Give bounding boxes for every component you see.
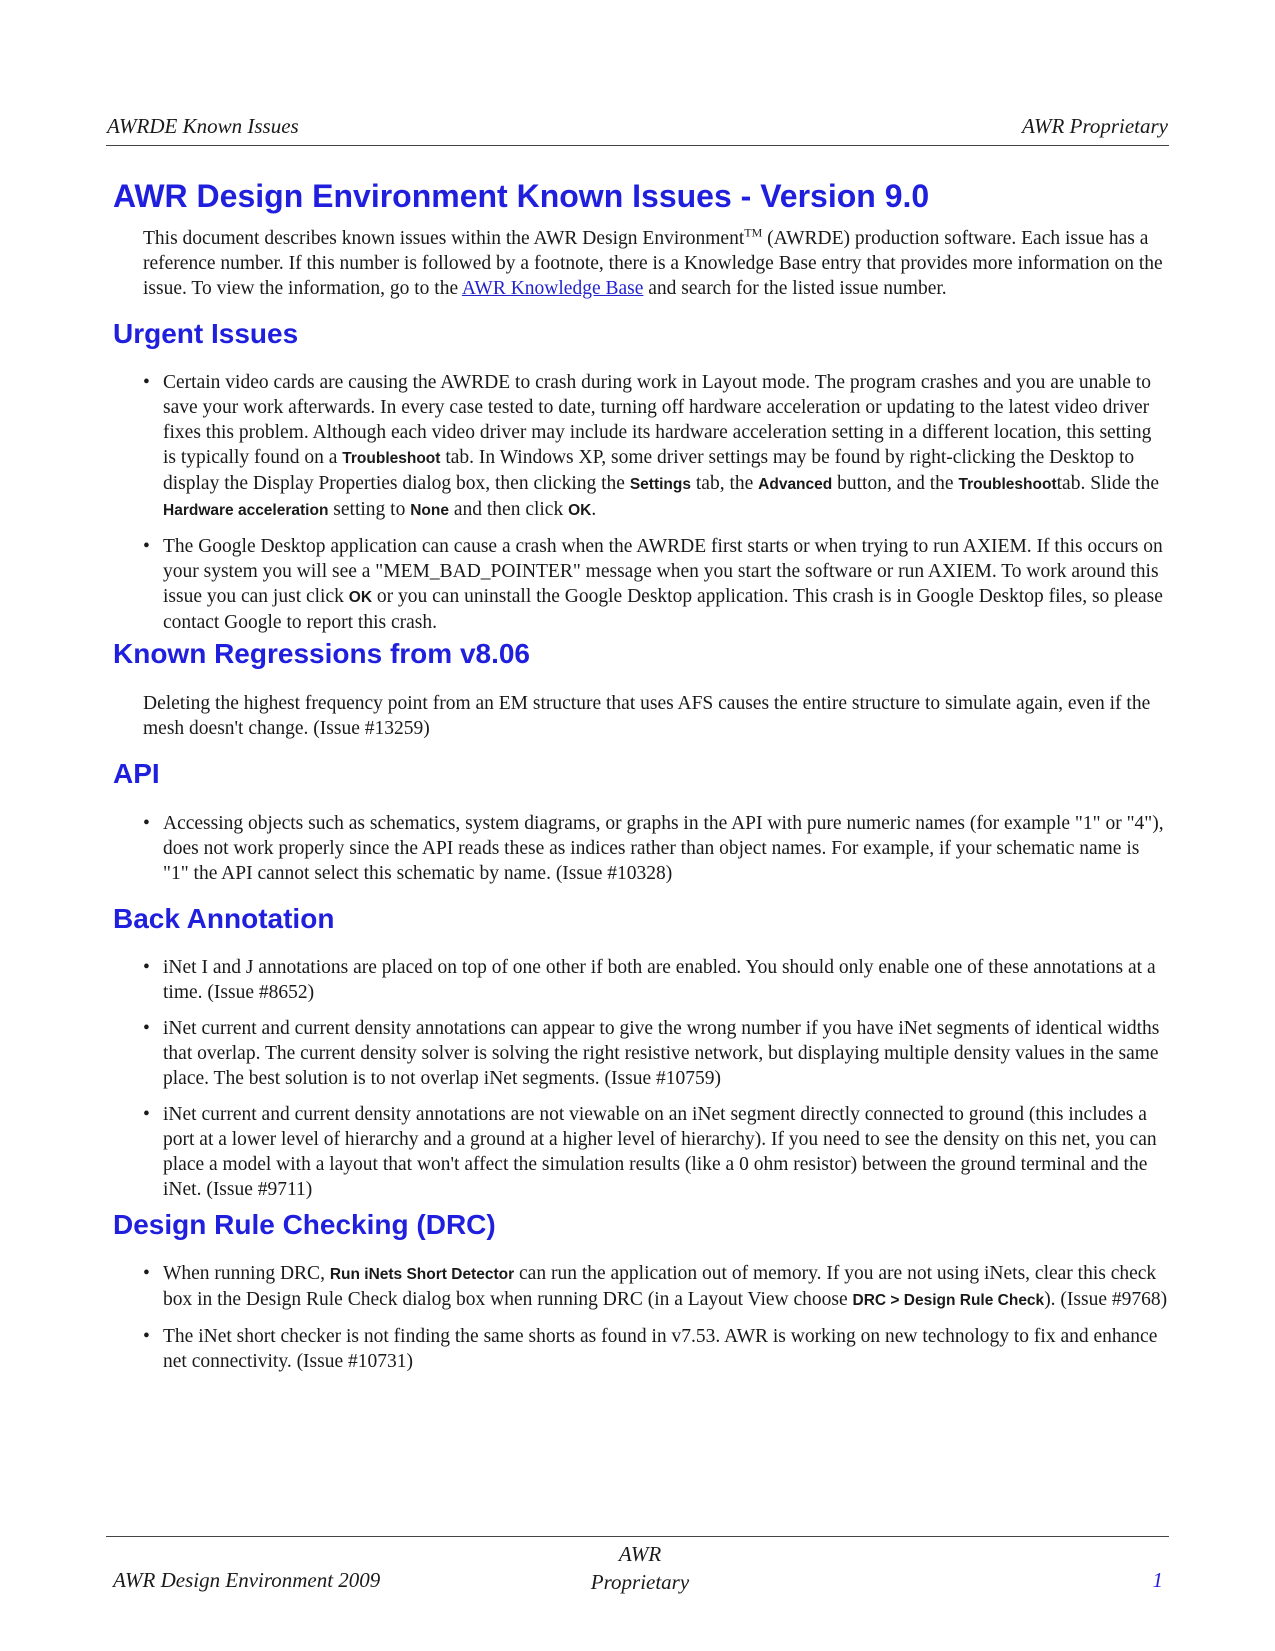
running-header [107,113,1168,139]
section-heading-back-annotation: Back Annotation [113,903,335,934]
urgent-issues-list [143,370,1168,646]
footer-rule [106,1536,1169,1537]
back-annotation-list [143,955,1168,1213]
section-heading-urgent: Urgent Issues [113,318,299,349]
intro-paragraph: This document describes known issues within the AWR Design Environment™ (AWRDE) production software. Each issue has a reference number. If this number is followed by a footnote, there is a Knowledge Base entry that provides more information on the issue. To view the information, go to the AWR Knowledge Base and search for the listed issue number. [143,225,1163,299]
list-item: • When running DRC, Run iNets Short Detector can run the application out of memory. If you are not using iNets, clear this check box in the Design Rule Check dialog box when running DRC (in a Layout View choose DRC > Design Rule Check). (Issue #9768) [143,1261,1168,1313]
api-issues-list [143,811,1168,897]
regressions-paragraph: Deleting the highest frequency point from an EM structure that uses AFS causes the entire structure to simulate again, even if the mesh doesn't change. (Issue #13259) [143,693,1151,739]
list-item: • iNet I and J annotations are placed on top of one other if both are enabled. You should only enable one of these annotations at a time. (Issue #8652) [143,955,1168,1005]
footer-left: AWR Design Environment 2009 [113,1568,381,1592]
list-item: • The iNet short checker is not finding the same shorts as found in v7.53. AWR is working on new technology to fix and enhance net connectivity. (Issue #10731) [143,1324,1168,1374]
page-number: 1 [1152,1568,1163,1592]
list-item: • Accessing objects such as schematics, system diagrams, or graphs in the API with pure numeric names (for example "1" or "4"), does not work properly since the API reads these as indices rather than object names. For example, if your schematic name is "1" the API cannot select this schematic by name. (Issue #10328) [143,811,1168,886]
page-title: AWR Design Environment Known Issues - Version 9.0 [113,178,930,214]
header-left: AWRDE Known Issues [107,114,299,138]
header-rule [106,145,1169,146]
section-heading-regressions: Known Regressions from v8.06 [113,638,531,669]
list-item: • The Google Desktop application can cause a crash when the AWRDE first starts or when trying to run AXIEM. If this occurs on your system you will see a "MEM_BAD_POINTER" message when you start the software or run AXIEM. To work around this issue you can just click OK or you can uninstall the Google Desktop application. This crash is in Google Desktop files, so please contact Google to report this crash. [143,534,1168,635]
list-item: • iNet current and current density annotations are not viewable on an iNet segment directly connected to ground (this includes a port at a lower level of hierarchy and a ground at a higher level of hierarchy). If you need to see the density on this net, you can place a model with a layout that won't affect the simulation results (like a 0 ohm resistor) between the ground terminal and the iNet. (Issue #9711) [143,1102,1168,1202]
list-item: • Certain video cards are causing the AWRDE to crash during work in Layout mode. The program crashes and you are unable to save your work afterwards. In every case tested to date, turning off hardware acceleration or updating to the latest video driver fixes this problem. Although each video driver may include its hardware acceleration setting in a different location, this setting is typically found on a Troubleshoot tab. In Windows XP, some driver settings may be found by right-clicking the Desktop to display the Display Properties dialog box, then clicking the Settings tab, the Advanced button, and the Troubleshoottab. Slide the Hardware acceleration setting to None and then click OK. [143,370,1168,523]
drc-issues-list [143,1261,1168,1385]
knowledge-base-link[interactable]: AWR Knowledge Base [461,278,644,299]
footer-center: AWR Proprietary [590,1542,690,1594]
section-heading-drc: Design Rule Checking (DRC) [113,1209,496,1240]
section-heading-api: API [113,758,160,789]
list-item: • iNet current and current density annotations can appear to give the wrong number if you have iNet segments of identical widths that overlap. The current density solver is solving the right resistive network, but displaying multiple density values in the same place. The best solution is to not overlap iNet segments. (Issue #10759) [143,1016,1168,1091]
header-right: AWR Proprietary [1022,114,1168,138]
trademark-mark: TM [744,225,763,240]
